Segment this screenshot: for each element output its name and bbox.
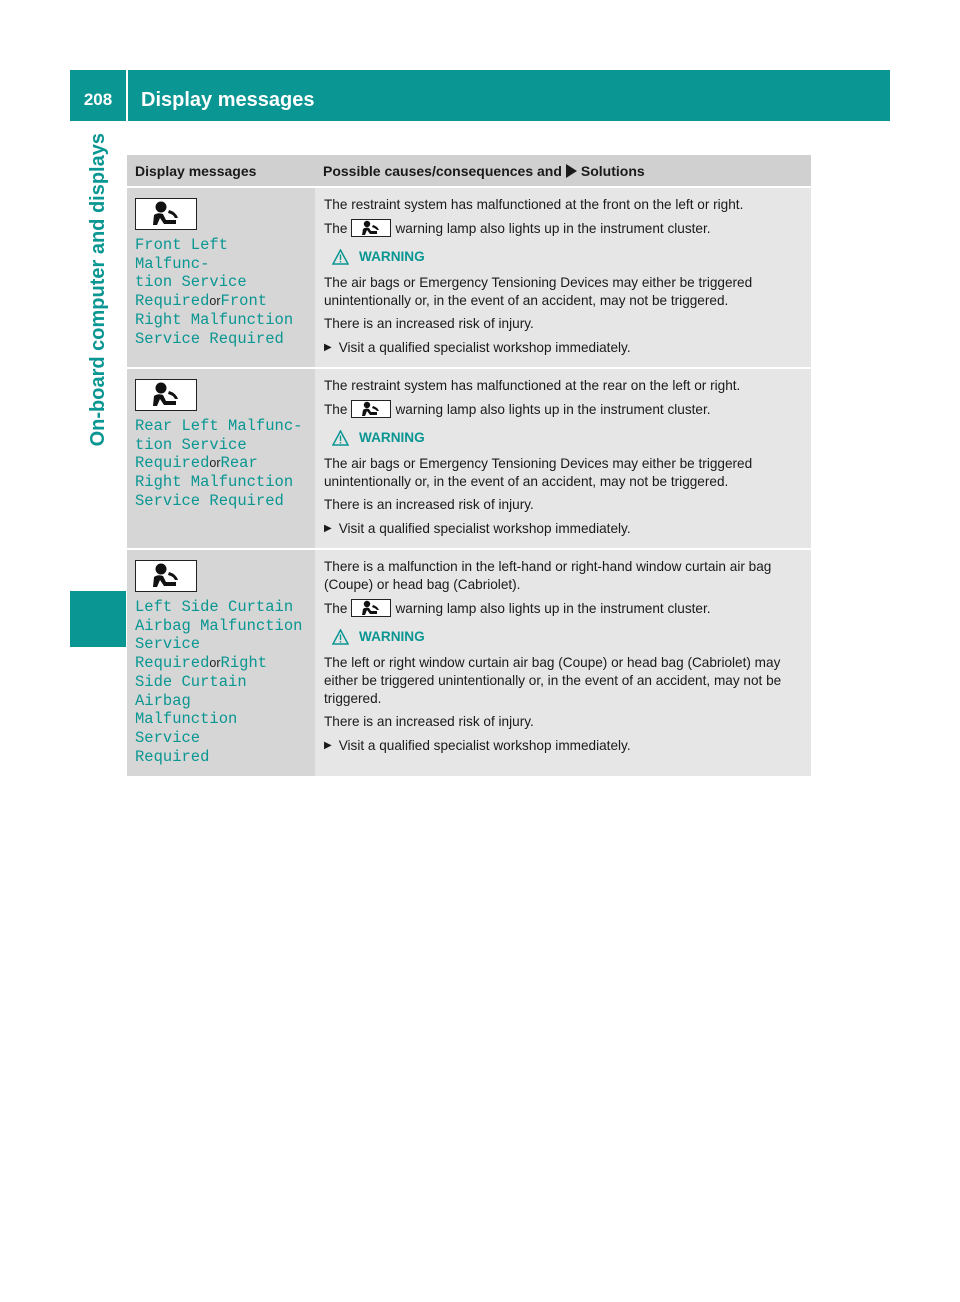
warning-text: The air bags or Emergency Tensioning Devices may either be triggered unintentionally or, in the event of an accident, may not be triggered. [324,275,753,308]
lamp-text [324,400,803,419]
message-cell [127,368,315,549]
airbag-warning-icon [351,219,391,237]
column-header-causes-text: Possible causes/consequences and [323,162,562,179]
column-header-solutions-text: Solutions [580,162,645,179]
message-line: Required [135,454,210,473]
action-arrow-icon: ▶ [324,523,332,534]
warning-text: The air bags or Emergency Tensioning Devices may either be triggered unintentionally or, in the event of an accident, may not be triggered. [324,456,753,489]
action-step [324,520,803,538]
side-tab-marker [70,591,126,647]
lamp-text-pre: The [324,402,348,417]
cause-text: The restraint system has malfunctioned at the front on the left or right. [324,197,744,212]
message-line: Service Required [135,491,284,510]
airbag-warning-icon [135,379,197,411]
risk-text: There is an increased risk of injury. [324,316,534,331]
action-arrow-icon: ▶ [324,342,332,353]
action-text: Visit a qualified specialist workshop immediately. [338,340,631,355]
message-line: or [209,456,221,471]
message-line: Right Malfunction [135,473,294,492]
page-title: Display messages [141,89,315,111]
action-text: Visit a qualified specialist workshop immediately. [338,521,631,536]
message-cell [127,187,315,368]
warning-heading [332,628,803,646]
display-message-text [135,236,309,348]
warning-text: The left or right window curtain air bag (Coupe) or head bag (Cabriolet) may either be triggered unintentionally or, in the event of an accident, may not be triggered. [324,655,782,706]
message-line: Malfunction Service [135,710,238,747]
header-divider [126,70,128,121]
side-tab-label: On-board computer and displays [87,133,109,447]
warning-heading [332,248,803,266]
message-cell [127,549,315,776]
message-line: Right Malfunction [135,310,294,329]
message-line: Airbag Malfunction [135,616,303,635]
message-line: Required [135,654,210,673]
airbag-warning-icon [351,400,391,418]
message-line: or [209,294,221,309]
table-row [127,549,811,776]
table-header-row [127,155,811,187]
column-header-causes [315,155,811,187]
warning-label: WARNING [359,629,425,644]
message-line: Left Side Curtain [135,598,294,616]
warning-triangle-icon [332,629,349,645]
message-line: Required [135,292,210,311]
causes-cell [315,549,811,776]
lamp-text-post: warning lamp also lights up in the instrument cluster. [395,402,711,417]
message-line: Required [135,747,210,766]
message-line: Service [135,635,201,654]
message-line: tion Service [135,435,247,454]
warning-label: WARNING [359,249,425,264]
causes-cell [315,187,811,368]
action-arrow-icon: ▶ [324,740,332,751]
lamp-text-pre: The [324,601,348,616]
display-message-text [135,598,309,766]
lamp-text-post: warning lamp also lights up in the instrument cluster. [395,601,711,616]
action-text: Visit a qualified specialist workshop immediately. [338,738,631,753]
cause-text: There is a malfunction in the left-hand or right-hand window curtain air bag (Coupe) or head bag (Cabriolet). [324,559,772,592]
lamp-text-pre: The [324,221,348,236]
message-line: Front Left Malfunc‐ [135,236,229,273]
solutions-arrow-icon [566,164,577,178]
message-line: Rear Left Malfunc‐ [135,417,303,435]
risk-text: There is an increased risk of injury. [324,714,534,729]
action-step [324,737,803,755]
message-line: Rear [220,454,258,473]
lamp-text [324,219,803,238]
warning-label: WARNING [359,430,425,445]
message-line: or [209,656,221,671]
side-tab [70,121,126,601]
airbag-warning-icon [135,560,197,592]
column-header-display-messages: Display messages [127,155,315,187]
message-line: tion Service [135,273,247,292]
message-line: Side Curtain Airbag [135,672,247,710]
display-messages-table [127,155,811,776]
cause-text: The restraint system has malfunctioned at the rear on the left or right. [324,378,741,393]
display-message-text [135,417,309,511]
message-line: Front [220,292,268,311]
warning-triangle-icon [332,430,349,446]
lamp-text [324,599,803,618]
airbag-warning-icon [351,599,391,617]
action-step [324,339,803,357]
page-number: 208 [83,90,113,109]
message-line: Right [220,654,268,673]
lamp-text-post: warning lamp also lights up in the instrument cluster. [395,221,711,236]
airbag-warning-icon [135,198,197,230]
risk-text: There is an increased risk of injury. [324,497,534,512]
table-row [127,368,811,549]
table-row [127,187,811,368]
warning-triangle-icon [332,249,349,265]
message-line: Service Required [135,329,284,348]
warning-heading [332,429,803,447]
causes-cell [315,368,811,549]
